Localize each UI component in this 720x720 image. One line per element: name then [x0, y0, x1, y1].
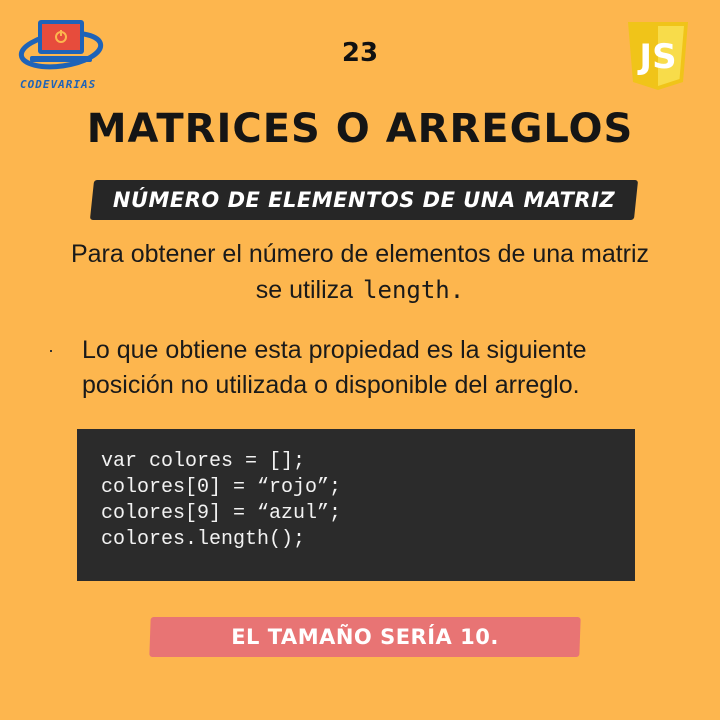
code-line: colores[0] = “rojo”;: [101, 476, 342, 499]
explanation-paragraph: Lo que obtiene esta propiedad es la siguiente posición no utilizada o disponible del arreglo.: [82, 336, 587, 399]
subtitle: NÚMERO DE ELEMENTOS DE UNA MATRIZ: [112, 188, 616, 212]
intro-text: Para obtener el número de elementos de una matriz se utiliza: [70, 240, 650, 304]
brand-name: CODEVARIAS: [20, 78, 97, 91]
result-text: EL TAMAÑO SERÍA 10.: [231, 625, 499, 649]
intro-code: length.: [363, 276, 465, 304]
code-line: colores[9] = “azul”;: [101, 502, 342, 525]
code-block: [77, 429, 635, 581]
intro-paragraph: [60, 236, 660, 308]
js-shield-icon: [626, 20, 690, 92]
code-line: colores.length();: [101, 528, 306, 551]
page-title: MATRICES O ARREGLOS: [86, 106, 634, 152]
page-number: 23: [341, 38, 379, 68]
code-line: var colores = [];: [101, 450, 306, 473]
decorative-dot: [50, 350, 52, 352]
js-badge-text: JS: [639, 37, 677, 77]
